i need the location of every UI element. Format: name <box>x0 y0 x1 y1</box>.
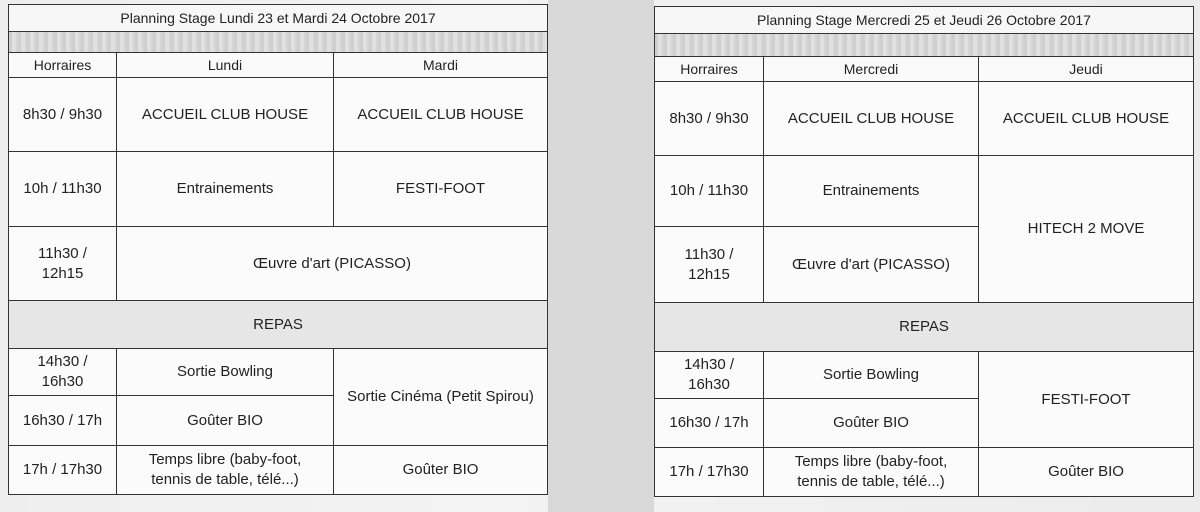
right-header-mercredi: Mercredi <box>763 56 979 82</box>
right-mercredi-r5: Goûter BIO <box>763 398 979 448</box>
left-time-r2: 10h / 11h30 <box>8 151 117 227</box>
right-repas: REPAS <box>654 302 1194 352</box>
left-header-mardi: Mardi <box>333 52 548 78</box>
right-jeudi-r23: HITECH 2 MOVE <box>978 155 1194 303</box>
right-time-r4: 14h30 / 16h30 <box>654 351 764 399</box>
left-header-time: Horraires <box>8 52 117 78</box>
right-header-jeudi: Jeudi <box>978 56 1194 82</box>
left-merged-r3: Œuvre d'art (PICASSO) <box>116 226 548 301</box>
left-mardi-r6: Goûter BIO <box>333 445 548 495</box>
right-time-r3: 11h30 / 12h15 <box>654 226 764 303</box>
left-repas: REPAS <box>8 300 548 349</box>
left-mardi-r2: FESTI-FOOT <box>333 151 548 227</box>
left-time-r3: 11h30 / 12h15 <box>8 226 117 301</box>
right-mercredi-r4: Sortie Bowling <box>763 351 979 399</box>
left-lundi-r5: Goûter BIO <box>116 395 334 446</box>
left-time-r4: 14h30 / 16h30 <box>8 348 117 396</box>
left-time-r5: 16h30 / 17h <box>8 395 117 446</box>
left-table-title: Planning Stage Lundi 23 et Mardi 24 Octobre 2017 <box>8 4 548 32</box>
right-mercredi-r3: Œuvre d'art (PICASSO) <box>763 226 979 303</box>
right-jeudi-r45: FESTI-FOOT <box>978 351 1194 448</box>
left-separator-strip <box>8 32 548 52</box>
left-lundi-r2: Entrainements <box>116 151 334 227</box>
left-time-r6: 17h / 17h30 <box>8 445 117 495</box>
right-mercredi-r1: ACCUEIL CLUB HOUSE <box>763 81 979 156</box>
left-time-r1: 8h30 / 9h30 <box>8 77 117 152</box>
right-header-time: Horraires <box>654 56 764 82</box>
right-mercredi-r2: Entrainements <box>763 155 979 227</box>
right-time-r6: 17h / 17h30 <box>654 447 764 497</box>
left-lundi-r6: Temps libre (baby-foot, tennis de table, télé...) <box>116 445 334 495</box>
right-time-r2: 10h / 11h30 <box>654 155 764 227</box>
left-mardi-r1: ACCUEIL CLUB HOUSE <box>333 77 548 152</box>
right-table-title: Planning Stage Mercredi 25 et Jeudi 26 Octobre 2017 <box>654 6 1194 34</box>
right-separator-strip <box>654 34 1194 56</box>
left-lundi-r1: ACCUEIL CLUB HOUSE <box>116 77 334 152</box>
left-lundi-r4: Sortie Bowling <box>116 348 334 396</box>
right-jeudi-r1: ACCUEIL CLUB HOUSE <box>978 81 1194 156</box>
left-header-lundi: Lundi <box>116 52 334 78</box>
right-time-r5: 16h30 / 17h <box>654 398 764 448</box>
right-mercredi-r6: Temps libre (baby-foot, tennis de table, télé...) <box>763 447 979 497</box>
middle-gutter <box>548 0 654 512</box>
right-jeudi-r6: Goûter BIO <box>978 447 1194 497</box>
left-mardi-r45: Sortie Cinéma (Petit Spirou) <box>333 348 548 446</box>
right-time-r1: 8h30 / 9h30 <box>654 81 764 156</box>
